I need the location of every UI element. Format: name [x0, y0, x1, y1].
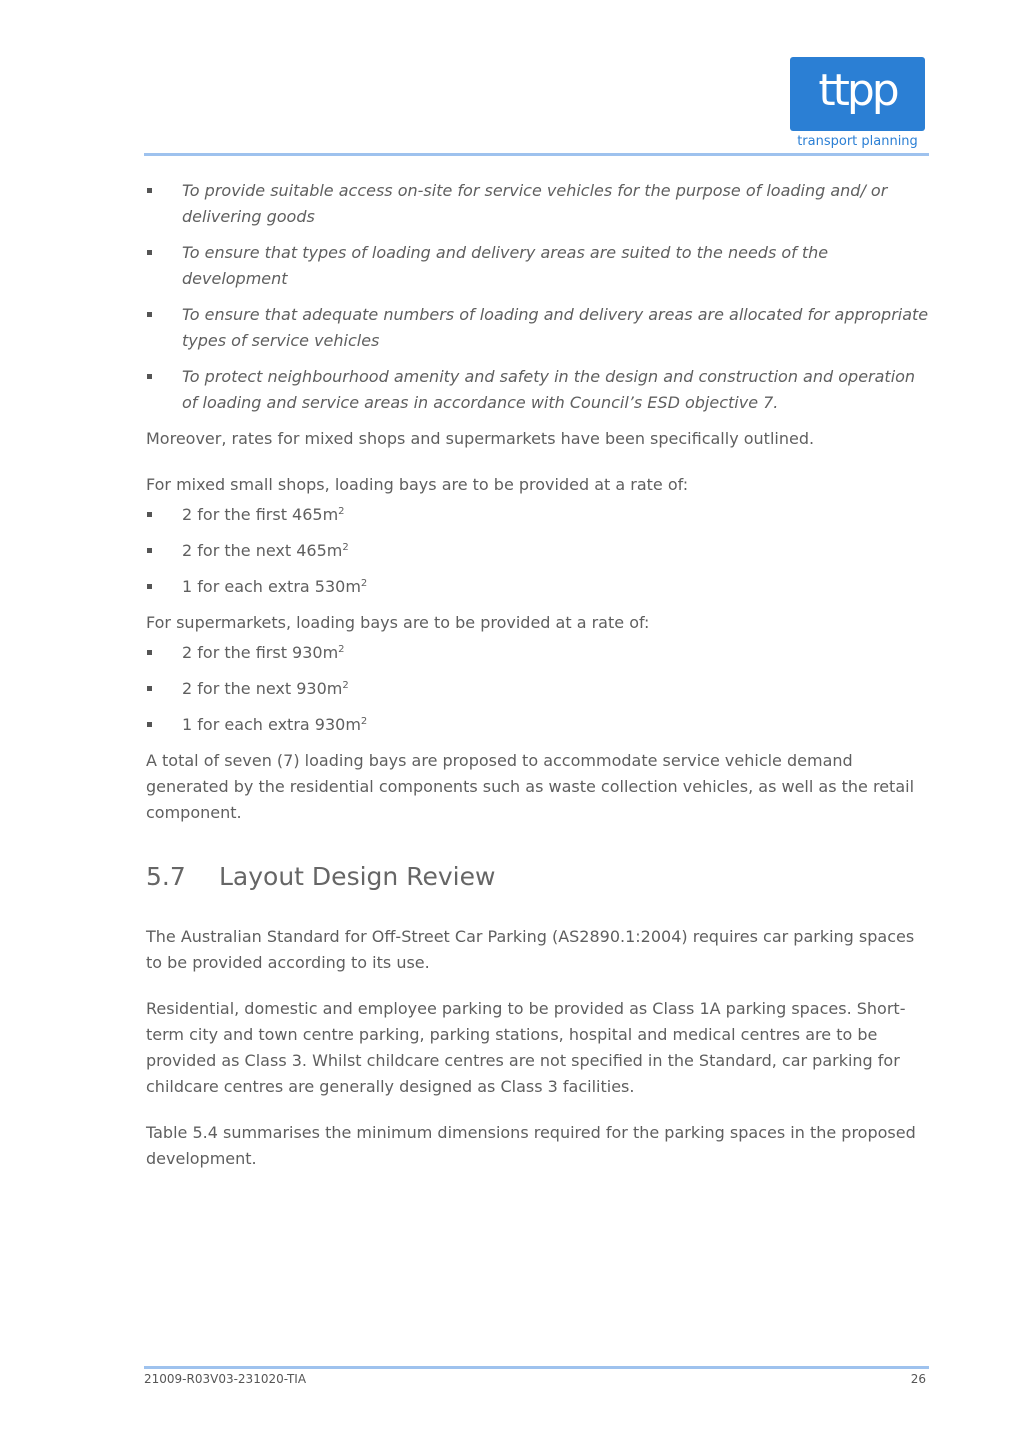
page-number: 26 — [910, 1372, 926, 1386]
supermarkets-lead: For supermarkets, loading bays are to be provided at a rate of: — [146, 613, 650, 632]
objective-item: To protect neighbourhood amenity and safety in the design and construction and operation of loading and service areas in accordance with Council’s ESD objective 7. — [146, 364, 930, 416]
rate-item: 1 for each extra $530m^2$ — [146, 574, 930, 600]
shops-lead: For mixed small shops, loading bays are to be provided at a rate of: — [146, 475, 689, 494]
rate-item: 2 for the next $465m^2$ — [146, 538, 930, 564]
objective-item: To ensure that adequate numbers of loading and delivery areas are allocated for appropriate types of service vehicles — [146, 302, 930, 354]
document-reference: 21009-R03V03-231020-TIA — [144, 1372, 307, 1386]
objectives-list — [146, 178, 930, 416]
header-rule — [144, 153, 929, 156]
section-number: 5.7 — [146, 862, 186, 891]
shops-rate-list — [146, 502, 930, 600]
table-reference-paragraph: Table 5.4 summarises the minimum dimensions required for the parking spaces in the proposed development. — [146, 1123, 916, 1168]
rate-item: 2 for the first $930m^2$ — [146, 640, 930, 666]
total-bays-paragraph: A total of seven (7) loading bays are proposed to accommodate service vehicle demand generated by the residential components such as waste collection vehicles, as well as the retail component. — [146, 751, 915, 822]
classes-paragraph: Residential, domestic and employee parking to be provided as Class 1A parking spaces. Short-term city and town centre parking, parking stations, hospital and medical centres are to be provided as Class 3. Whilst childcare centres are not specified in the Standard, car parking for childcare centres are generally designed as Class 3 facilities. — [146, 999, 906, 1096]
footer-rule — [144, 1366, 929, 1369]
page-content — [146, 178, 930, 1192]
section-heading — [146, 862, 930, 892]
ttpp-logo — [790, 57, 925, 131]
rate-item: 1 for each extra $930m^2$ — [146, 712, 930, 738]
rate-item: 2 for the first $465m^2$ — [146, 502, 930, 528]
section-title: Layout Design Review — [219, 862, 496, 891]
supermarkets-rate-list — [146, 640, 930, 738]
rates-paragraph: Moreover, rates for mixed shops and supermarkets have been specifically outlined. — [146, 429, 815, 448]
logo-tagline: transport planning — [797, 134, 918, 149]
logo-mark: ttpp — [818, 65, 897, 116]
rate-item: 2 for the next $930m^2$ — [146, 676, 930, 702]
standard-paragraph: The Australian Standard for Off-Street Car Parking (AS2890.1:2004) requires car parking spaces to be provided according to its use. — [146, 927, 915, 972]
objective-item: To provide suitable access on-site for service vehicles for the purpose of loading and/ or delivering goods — [146, 178, 930, 230]
objective-item: To ensure that types of loading and delivery areas are suited to the needs of the development — [146, 240, 930, 292]
